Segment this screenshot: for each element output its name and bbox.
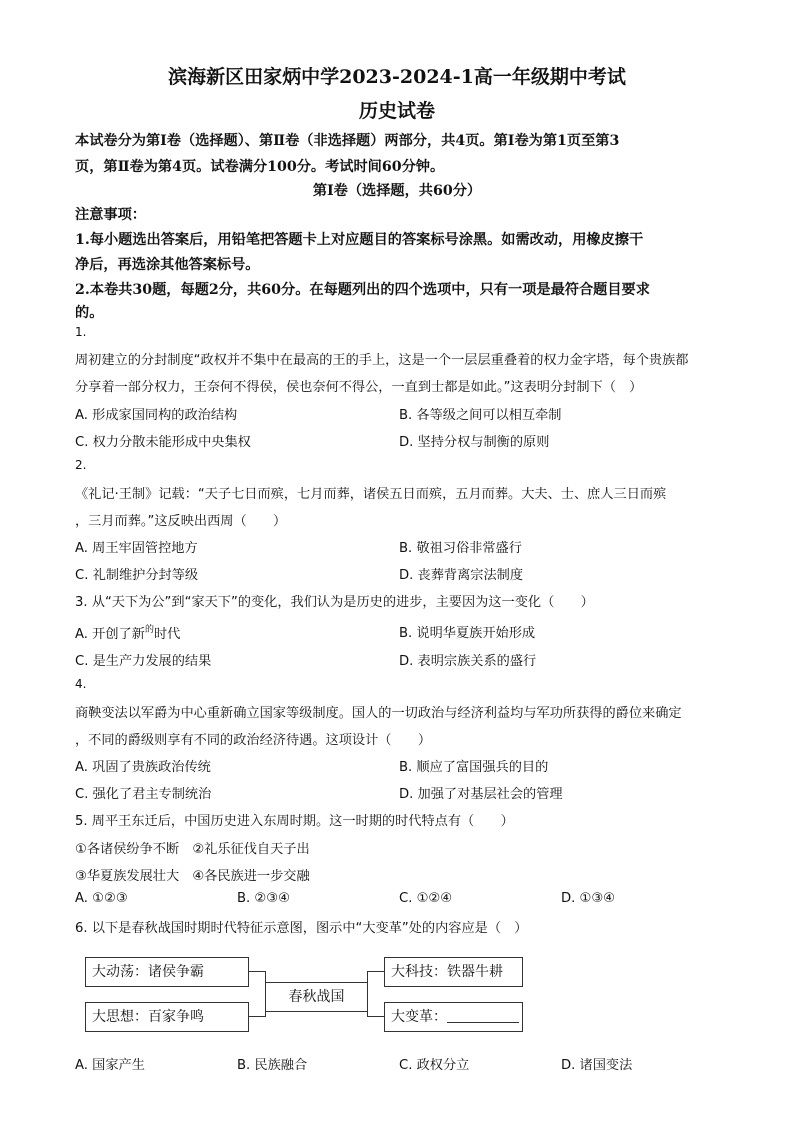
q6-option-d: D. 诸国变法 (561, 1058, 633, 1073)
q1-option-a: A. 形成家国同构的政治结构 (75, 408, 238, 423)
q6-option-c: C. 政权分立 (399, 1058, 470, 1073)
q3-option-a-superscript: 的 (144, 625, 154, 635)
q4-option-d: D. 加强了对基层社会的管理 (399, 787, 563, 802)
intro-line-1: 本试卷分为第Ⅰ卷（选择题）、第Ⅱ卷（非选择题）两部分，共4页。第Ⅰ卷为第1页至第3 (75, 133, 620, 149)
notes-heading: 注意事项： (75, 207, 146, 223)
q5-option-a: A. ①②③ (75, 891, 128, 906)
q3-option-a-text-1: A. 开创了新 (75, 627, 145, 642)
q3-stem: 3. 从“天下为公”到“家天下”的变化，我们认为是历史的进步，主要因为这一变化（ ） (75, 595, 594, 610)
diagram-box-center: 春秋战国 (265, 982, 368, 1012)
q3-option-d: D. 表明宗族关系的盛行 (399, 654, 537, 669)
note-2-line-2: 的。 (75, 305, 104, 321)
q6-option-a: A. 国家产生 (75, 1058, 145, 1073)
q5-stem: 5. 周平王东迁后，中国历史进入东周时期。这一时期的时代特点有（ ） (75, 814, 514, 829)
q1-option-c: C. 权力分散未能形成中央集权 (75, 435, 251, 450)
q3-option-a-text-2: 时代 (153, 627, 181, 642)
q1-option-d: D. 坚持分权与制衡的原则 (399, 435, 550, 450)
connector-line (248, 1016, 265, 1017)
diagram-box-thought: 大思想：百家争鸣 (85, 1002, 249, 1032)
q3-option-c: C. 是生产力发展的结果 (75, 654, 212, 669)
connector-line (248, 971, 265, 972)
q2-option-c: C. 礼制维护分封等级 (75, 568, 199, 583)
q5-option-b: B. ②③④ (237, 891, 290, 906)
q2-number: 2. (75, 458, 87, 472)
q4-option-b: B. 顺应了富国强兵的目的 (399, 760, 549, 775)
q1-stem-line-2: 分享着一部分权力，王奈何不得侯，侯也奈何不得公，一直到士都是如此。”这表明分封制下（ ） (75, 380, 643, 395)
q4-stem-line-2: ，不同的爵级则享有不同的政治经济待遇。这项设计（ ） (75, 733, 432, 748)
note-1-line-1: 1.每小题选出答案后，用铅笔把答题卡上对应题目的答案标号涂黑。如需改动，用橡皮擦干 (75, 232, 644, 248)
q3-option-b: B. 说明华夏族开始形成 (399, 626, 536, 641)
q4-number: 4. (75, 677, 87, 691)
q2-option-d: D. 丧葬背离宗法制度 (399, 568, 524, 583)
diagram-box-reform-label: 大变革： (391, 1009, 447, 1025)
q2-option-b: B. 敬祖习俗非常盛行 (399, 541, 522, 556)
note-2-line-1: 2.本卷共30题，每题2分，共60分。在每题列出的四个选项中，只有一项是最符合题目要求 (75, 282, 650, 298)
connector-line (367, 1016, 384, 1017)
section-heading: 第Ⅰ卷（选择题，共60分） (312, 183, 482, 199)
q1-stem-line-1: 周初建立的分封制度“政权并不集中在最高的王的手上，这是一个一层层重叠着的权力金字塔，每个贵族都 (75, 353, 689, 368)
q3-option-a (75, 622, 180, 642)
diagram-box-reform (384, 1002, 523, 1032)
q2-option-a: A. 周王牢固管控地方 (75, 541, 198, 556)
q2-stem-line-2: ，三月而葬。”这反映出西周（ ） (75, 514, 287, 529)
note-1-line-2: 净后，再选涂其他答案标号。 (75, 257, 260, 273)
answer-blank (447, 1008, 519, 1023)
q5-option-c: C. ①②④ (399, 891, 453, 906)
q6-option-b: B. 民族融合 (237, 1058, 308, 1073)
diagram-box-turmoil: 大动荡：诸侯争霸 (85, 957, 249, 987)
q4-stem-line-1: 商鞅变法以军爵为中心重新确立国家等级制度。国人的一切政治与经济利益均与军功所获得的爵位来确定 (75, 706, 682, 721)
diagram-box-technology: 大科技：铁器牛耕 (384, 957, 523, 987)
q2-stem-line-1: 《礼记·王制》记载：“天子七日而殡，七月而葬，诸侯五日而殡，五月而葬。大夫、士、庶人三日而殡 (75, 487, 667, 502)
exam-title: 滨海新区田家炳中学2023-2024-1高一年级期中考试 (168, 66, 626, 88)
connector-line (367, 971, 384, 972)
q5-items-line-2: ③华夏族发展壮大 ④各民族进一步交融 (75, 869, 310, 884)
q5-option-d: D. ①③④ (561, 891, 616, 906)
q1-option-b: B. 各等级之间可以相互牵制 (399, 408, 562, 423)
q4-option-c: C. 强化了君主专制统治 (75, 787, 212, 802)
intro-line-2: 页，第Ⅱ卷为第4页。试卷满分100分。考试时间60分钟。 (75, 159, 445, 175)
exam-subtitle: 历史试卷 (358, 100, 435, 122)
q6-stem: 6. 以下是春秋战国时期时代特征示意图，图示中“大变革”处的内容应是（ ） (75, 921, 528, 936)
q5-items-line-1: ①各诸侯纷争不断 ②礼乐征伐自天子出 (75, 842, 310, 857)
q1-number: 1. (75, 325, 87, 339)
q4-option-a: A. 巩固了贵族政治传统 (75, 760, 211, 775)
